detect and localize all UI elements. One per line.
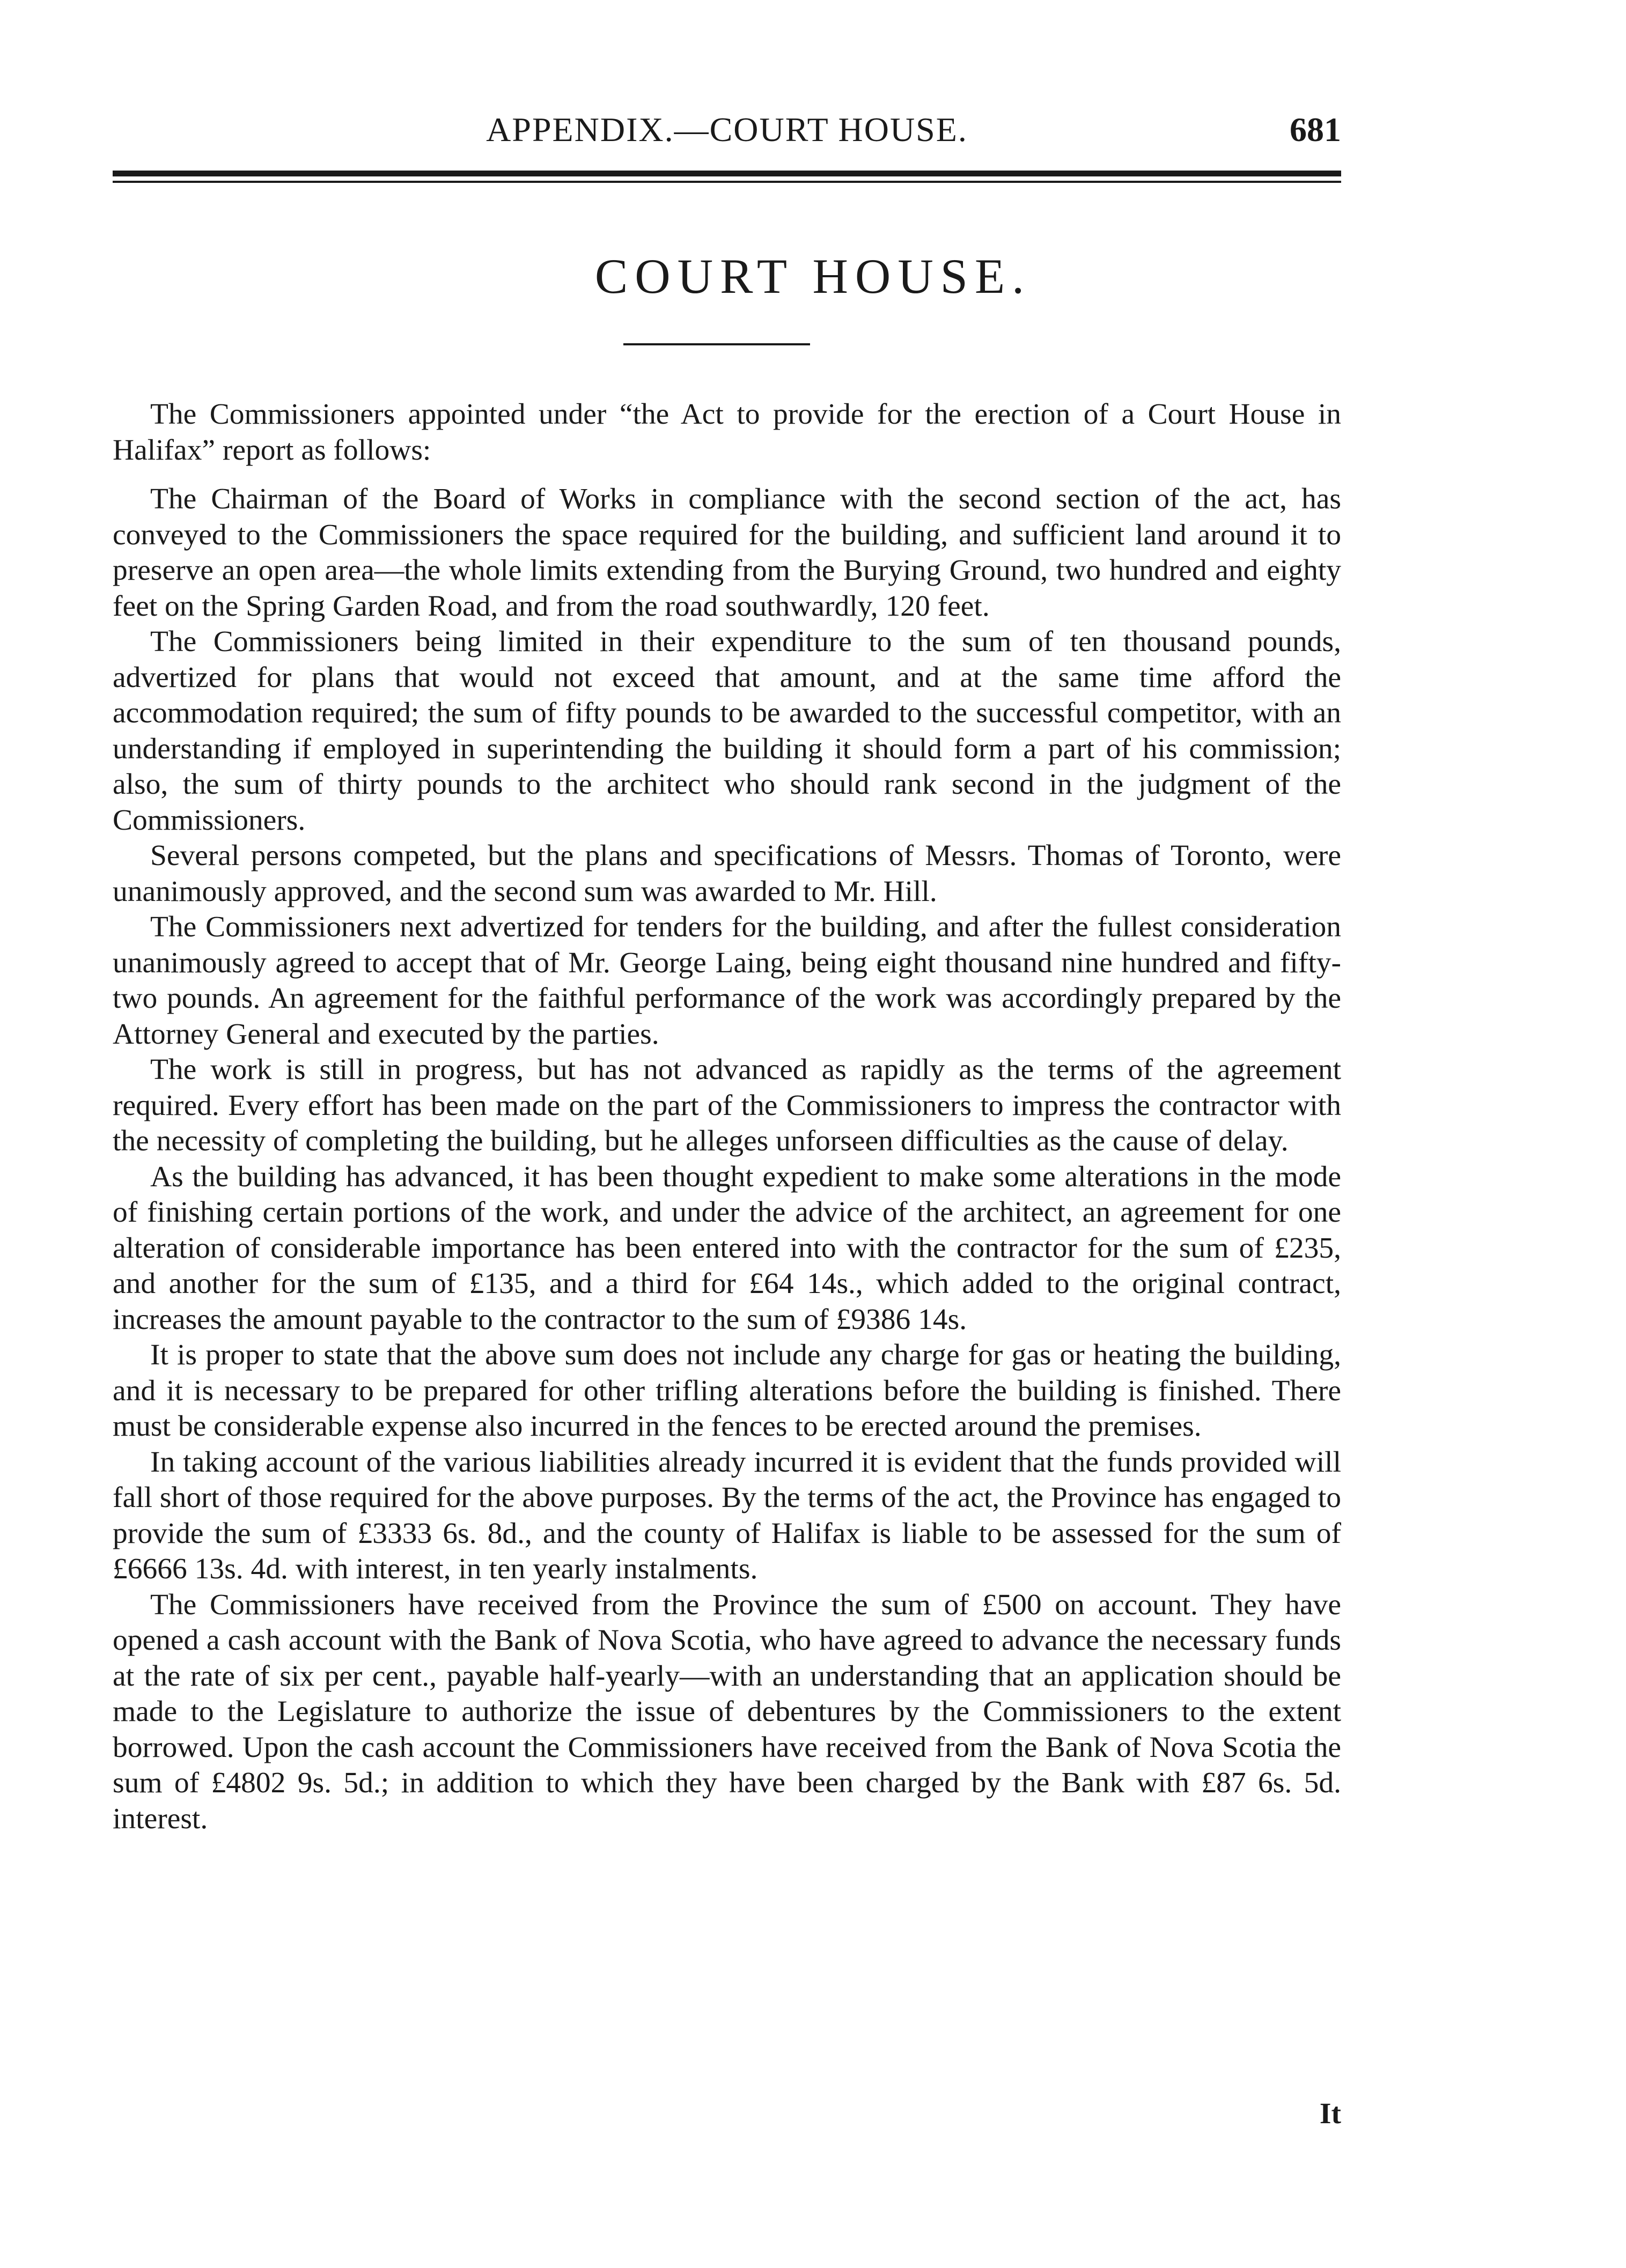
paragraph-progress: The work is still in progress, but has not advanced as rapidly as the terms of the agreement required. Every effort has been made on the part of the Commissioners to impress the contractor with the necessity of completing the building, but he alleges unforseen difficulties as the cause of delay. [113, 1053, 1341, 1157]
paragraph-alterations: As the building has advanced, it has been thought expedient to make some alterations in the mode of finishing certain portions of the work, and under the advice of the architect, an agreement for one alteration of considerable importance has been entered into with the contractor for the sum of £235, and another for the sum of £135, and a third for £64 14s., which added to the original contract, increases the amount payable to the contractor to the sum of £9386 14s. [113, 1160, 1341, 1336]
page-title: COURT HOUSE. [594, 249, 1032, 304]
report-body [113, 397, 1341, 1837]
paragraph-liabilities: In taking account of the various liabilities already incurred it is evident that the funds provided will fall short of those required for the above purposes. By the terms of the act, the Province has engaged to provide the sum of £3333 6s. 8d., and the county of Halifax is liable to be assessed for the sum of £6666 13s. 4d. with interest, in ten yearly instalments. [113, 1445, 1341, 1585]
paragraph-expenditure-limit: The Commissioners being limited in their expenditure to the sum of ten thousand pounds, advertized for plans that would not exceed that amount, and at the same time afford the accommodation required; the sum of fifty pounds to be awarded to the successful competitor, with an understanding if employed in superintending the building it should form a part of his commission; also, the sum of thirty pounds to the architect who should rank second in the judgment of the Commissioners. [113, 625, 1341, 837]
page-number: 681 [1290, 110, 1341, 149]
paragraph-competition: Several persons competed, but the plans and specifications of Messrs. Thomas of Toronto, were unanimously approved, and the second sum was awarded to Mr. Hill. [113, 839, 1341, 908]
paragraph-cash-account: The Commissioners have received from the Province the sum of £500 on account. They have opened a cash account with the Bank of Nova Scotia, who have agreed to advance the necessary funds at the rate of six per cent., payable half-yearly—with an understanding that an application should be made to the Legislature to authorize the issue of debentures by the Commissioners to the extent borrowed. Upon the cash account the Commissioners have received from the Bank of Nova Scotia the sum of £4802 9s. 5d.; in addition to which they have been charged by the Bank with £87 6s. 5d. interest. [113, 1588, 1341, 1835]
paragraph-tenders: The Commissioners next advertized for tenders for the building, and after the fullest consideration unanimously agreed to accept that of Mr. George Laing, being eight thousand nine hundred and fifty-two pounds. An agreement for the faithful performance of the work was accordingly prepared by the Attorney General and executed by the parties. [113, 911, 1341, 1051]
catchword: It [1319, 2097, 1341, 2130]
paragraph-board-of-works: The Chairman of the Board of Works in compliance with the second section of the act, has conveyed to the Commissioners the space required for the building, and sufficient land around it to preserve an open area—the whole limits extending from the Burying Ground, two hundred and eighty feet on the Spring Garden Road, and from the road southwardly, 120 feet. [113, 483, 1341, 623]
paragraph-intro: The Commissioners appointed under “the Act to provide for the erection of a Court House in Halifax” report as follows: [113, 398, 1341, 467]
title-divider [623, 343, 810, 345]
running-head [113, 110, 1341, 158]
paragraph-additional-expense: It is proper to state that the above sum does not include any charge for gas or heating the building, and it is necessary to be prepared for other trifling alterations before the building is finished. There must be considerable expense also incurred in the fences to be erected around the premises. [113, 1339, 1341, 1443]
header-rule-thick [113, 171, 1341, 176]
header-rule-thin [113, 181, 1341, 183]
running-title: APPENDIX.—COURT HOUSE. [486, 110, 968, 149]
